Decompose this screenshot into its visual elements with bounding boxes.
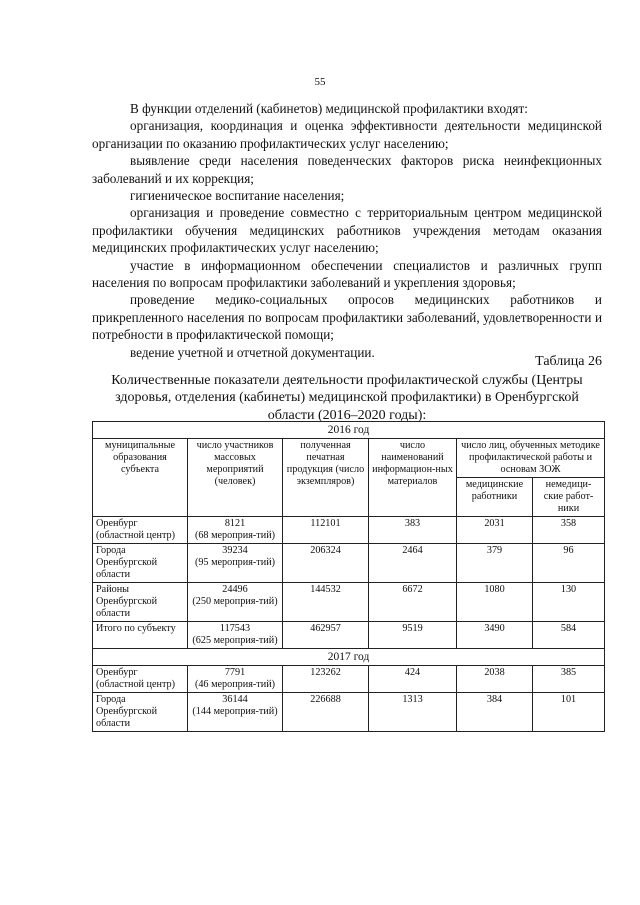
cell-nonmedical bbox=[533, 693, 605, 732]
cell-materials bbox=[369, 622, 457, 649]
cell-municipality bbox=[93, 544, 188, 583]
nonmedical-value: 96 bbox=[563, 545, 574, 556]
materials-value: 9519 bbox=[402, 623, 423, 634]
paragraph: ведение учетной и отчетной документации. bbox=[130, 344, 375, 360]
cell-materials bbox=[369, 583, 457, 622]
municipality-name: Города Оренбургской области bbox=[96, 545, 158, 580]
cell-medical bbox=[457, 666, 533, 693]
paragraph: участие в информационном обеспечении специалистов и различных групп населения по вопросам профилактики заболеваний и укрепления здоровья; bbox=[92, 257, 602, 291]
printed-value: 206324 bbox=[310, 545, 341, 556]
cell-materials bbox=[369, 666, 457, 693]
cell-participants bbox=[188, 666, 283, 693]
participants-value: 36144 bbox=[222, 694, 248, 705]
municipality-name: Итого по субъекту bbox=[96, 623, 176, 634]
paragraph: выявление среди населения поведенческих факторов риска неинфекционных заболеваний и их коррекция; bbox=[92, 153, 602, 186]
cell-nonmedical bbox=[533, 583, 605, 622]
events-count: (68 мероприя-тий) bbox=[194, 530, 276, 541]
cell-printed bbox=[283, 517, 369, 544]
table-row bbox=[93, 666, 605, 693]
nonmedical-value: 584 bbox=[560, 623, 577, 634]
paragraph: организация и проведение совместно с территориальным центром медицинской профилактики обучения медицинских работников учреждения методам оказания медицинских профилактических услуг населению; bbox=[92, 205, 602, 256]
table-label: Таблица 26 bbox=[535, 354, 602, 369]
cell-nonmedical bbox=[533, 544, 605, 583]
participants-value: 7791 bbox=[224, 667, 246, 678]
header-municipality: муниципальные образования субъекта bbox=[93, 439, 188, 517]
events-count: (46 мероприя-тий) bbox=[194, 679, 276, 690]
table-title: Количественные показатели деятельности профилактической службы (Центры здоровья, отделения (кабинеты) медицинской профилактики) в Оренбургской области (2016–2020 годы): bbox=[111, 373, 583, 423]
events-count: (144 мероприя-тий) bbox=[192, 706, 278, 717]
printed-value: 226688 bbox=[310, 694, 341, 705]
medical-value: 379 bbox=[486, 545, 503, 556]
cell-materials bbox=[369, 517, 457, 544]
cell-medical bbox=[457, 517, 533, 544]
cell-nonmedical bbox=[533, 517, 605, 544]
participants-value: 117543 bbox=[219, 623, 251, 634]
materials-value: 383 bbox=[404, 518, 421, 529]
printed-value: 144532 bbox=[310, 584, 341, 595]
cell-printed bbox=[283, 693, 369, 732]
participants-value: 8121 bbox=[224, 518, 246, 529]
table-row bbox=[93, 544, 605, 583]
municipality-name: Оренбург (областной центр) bbox=[96, 518, 176, 541]
nonmedical-value: 358 bbox=[560, 518, 577, 529]
printed-value: 123262 bbox=[310, 667, 341, 678]
cell-printed bbox=[283, 622, 369, 649]
participants-value: 39234 bbox=[222, 545, 248, 556]
participants-value: 24496 bbox=[222, 584, 248, 595]
year-cell: 2016 год bbox=[93, 422, 605, 439]
cell-participants bbox=[188, 544, 283, 583]
header-printed: полученная печатная продукция (число экземпляров) bbox=[283, 439, 369, 517]
cell-materials bbox=[369, 693, 457, 732]
year-row bbox=[93, 649, 605, 666]
page-number: 55 bbox=[314, 76, 326, 88]
table-row bbox=[93, 622, 605, 649]
year-row bbox=[93, 422, 605, 439]
paragraph: проведение медико-социальных опросов медицинских работников и прикрепленного населения по вопросам профилактики заболеваний, удовлетворенности и потребности в профилактической помощи; bbox=[92, 292, 602, 343]
materials-value: 6672 bbox=[402, 584, 423, 595]
cell-participants bbox=[188, 693, 283, 732]
medical-value: 3490 bbox=[484, 623, 505, 634]
medical-value: 384 bbox=[486, 694, 503, 705]
cell-medical bbox=[457, 544, 533, 583]
materials-value: 1313 bbox=[402, 694, 423, 705]
body-text bbox=[92, 100, 602, 361]
year-cell: 2017 год bbox=[93, 649, 605, 666]
cell-printed bbox=[283, 666, 369, 693]
printed-value: 462957 bbox=[310, 623, 341, 634]
paragraph: В функции отделений (кабинетов) медицинской профилактики входят: bbox=[130, 101, 528, 116]
table-row bbox=[93, 583, 605, 622]
header-trained-group: число лиц, обученных методике профилактической работы и основам ЗОЖ bbox=[457, 439, 605, 478]
header-nonmedical: немедици-ские работ-ники bbox=[533, 478, 605, 517]
statistics-table bbox=[92, 421, 605, 732]
cell-participants bbox=[188, 583, 283, 622]
cell-nonmedical bbox=[533, 666, 605, 693]
events-count: (95 мероприя-тий) bbox=[194, 557, 276, 568]
materials-value: 424 bbox=[404, 667, 421, 678]
medical-value: 1080 bbox=[484, 584, 505, 595]
events-count: (250 мероприя-тий) bbox=[192, 596, 278, 607]
events-count: (625 мероприя-тий) bbox=[192, 635, 278, 646]
nonmedical-value: 385 bbox=[560, 667, 577, 678]
nonmedical-value: 101 bbox=[560, 694, 577, 705]
header-materials: число наименований информацион-ных материалов bbox=[369, 439, 457, 517]
municipality-name: Города Оренбургской области bbox=[96, 694, 158, 729]
cell-participants bbox=[188, 517, 283, 544]
nonmedical-value: 130 bbox=[560, 584, 577, 595]
cell-printed bbox=[283, 583, 369, 622]
cell-printed bbox=[283, 544, 369, 583]
header-row bbox=[93, 439, 605, 478]
materials-value: 2464 bbox=[402, 545, 423, 556]
medical-value: 2031 bbox=[484, 518, 505, 529]
cell-materials bbox=[369, 544, 457, 583]
municipality-name: Районы Оренбургской области bbox=[96, 584, 158, 619]
cell-municipality bbox=[93, 693, 188, 732]
cell-medical bbox=[457, 583, 533, 622]
cell-municipality bbox=[93, 583, 188, 622]
municipality-name: Оренбург (областной центр) bbox=[96, 667, 176, 690]
cell-medical bbox=[457, 622, 533, 649]
medical-value: 2038 bbox=[484, 667, 505, 678]
cell-municipality bbox=[93, 517, 188, 544]
cell-municipality bbox=[93, 666, 188, 693]
header-participants: число участников массовых мероприятий (человек) bbox=[188, 439, 283, 517]
cell-municipality bbox=[93, 622, 188, 649]
paragraph: организация, координация и оценка эффективности деятельности медицинской организации по оказанию профилактических услуг населению; bbox=[92, 118, 602, 151]
cell-medical bbox=[457, 693, 533, 732]
cell-nonmedical bbox=[533, 622, 605, 649]
header-medical: медицинские работники bbox=[457, 478, 533, 517]
printed-value: 112101 bbox=[310, 518, 341, 529]
table-body bbox=[93, 422, 605, 732]
table-row bbox=[93, 517, 605, 544]
cell-participants bbox=[188, 622, 283, 649]
table-row bbox=[93, 693, 605, 732]
paragraph: гигиеническое воспитание населения; bbox=[130, 188, 345, 204]
